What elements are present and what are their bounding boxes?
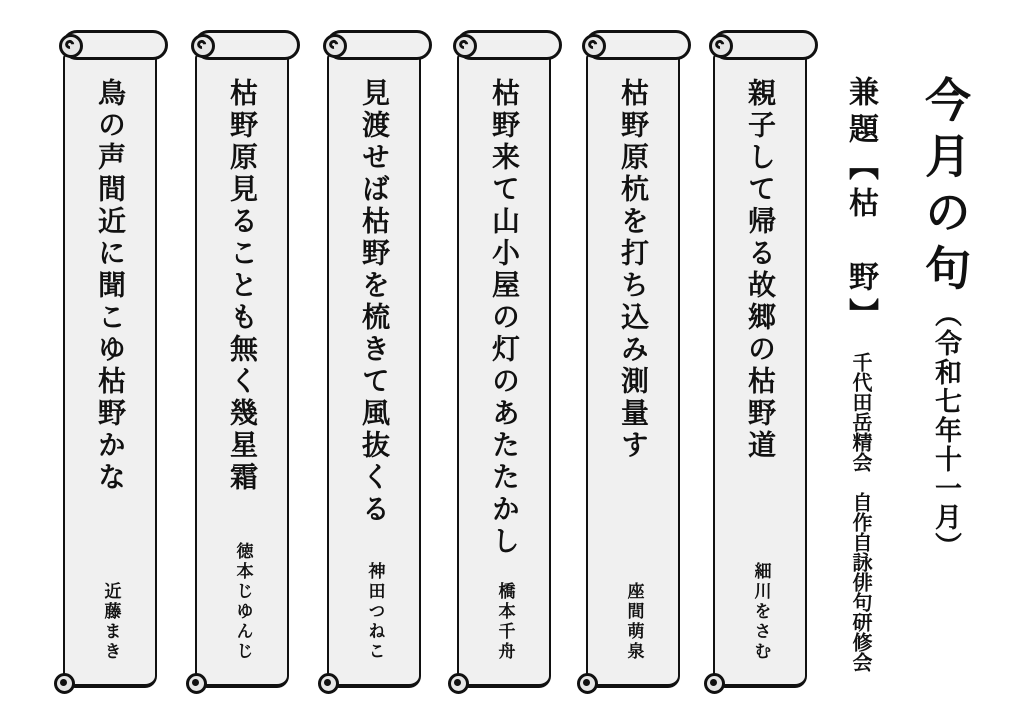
haiku-text: 見渡せば枯野を梳きて風抜くる bbox=[358, 78, 391, 526]
scroll-paper bbox=[713, 54, 807, 688]
author-name: 橋本千舟 bbox=[494, 582, 515, 662]
theme-label: 兼題【枯 野】 bbox=[843, 76, 878, 335]
author-name: 神田つねこ bbox=[364, 562, 385, 662]
author-name: 座間萌泉 bbox=[623, 582, 644, 662]
scroll-top-curl-icon bbox=[453, 34, 477, 58]
haiku-text: 鳥の声間近に聞こゆ枯野かな bbox=[94, 78, 127, 494]
scroll-bottom-curl-icon bbox=[54, 673, 75, 694]
haiku-text: 親子して帰る故郷の枯野道 bbox=[744, 78, 777, 462]
scroll-paper bbox=[586, 54, 680, 688]
scroll-top-curl-icon bbox=[582, 34, 606, 58]
haiku-scroll-6 bbox=[62, 30, 168, 688]
scroll-paper bbox=[327, 54, 421, 688]
scroll-bottom-curl-icon bbox=[577, 673, 598, 694]
page-title-date: （令和七年十一月） bbox=[930, 300, 961, 561]
haiku-scroll-3 bbox=[456, 30, 562, 688]
haiku-text: 枯野来て山小屋の灯のあたたかし bbox=[488, 78, 521, 558]
author-name: 近藤まき bbox=[100, 582, 121, 662]
author-name: 徳本じゆんじ bbox=[232, 542, 253, 662]
scroll-top-curl-icon bbox=[191, 34, 215, 58]
scroll-paper bbox=[457, 54, 551, 688]
page-title-column bbox=[918, 76, 972, 561]
author-name: 細川をさむ bbox=[750, 562, 771, 662]
haiku-scroll-1 bbox=[712, 30, 818, 688]
haiku-text: 枯野原見ることも無く幾星霜 bbox=[226, 78, 259, 494]
scroll-top-curl-icon bbox=[323, 34, 347, 58]
haiku-scroll-4 bbox=[326, 30, 432, 688]
scroll-bottom-curl-icon bbox=[448, 673, 469, 694]
haiku-scroll-2 bbox=[585, 30, 691, 688]
scroll-top-curl-icon bbox=[709, 34, 733, 58]
scroll-bottom-curl-icon bbox=[186, 673, 207, 694]
organization-label: 千代田岳精会 自作自詠俳句研修会 bbox=[849, 352, 873, 672]
scroll-bottom-curl-icon bbox=[318, 673, 339, 694]
haiku-scroll-5 bbox=[194, 30, 300, 688]
page-title: 今月の句 bbox=[918, 76, 972, 300]
scroll-top-curl-icon bbox=[59, 34, 83, 58]
scroll-paper bbox=[63, 54, 157, 688]
scroll-paper bbox=[195, 54, 289, 688]
haiku-text: 枯野原杭を打ち込み測量す bbox=[617, 78, 650, 462]
scroll-bottom-curl-icon bbox=[704, 673, 725, 694]
